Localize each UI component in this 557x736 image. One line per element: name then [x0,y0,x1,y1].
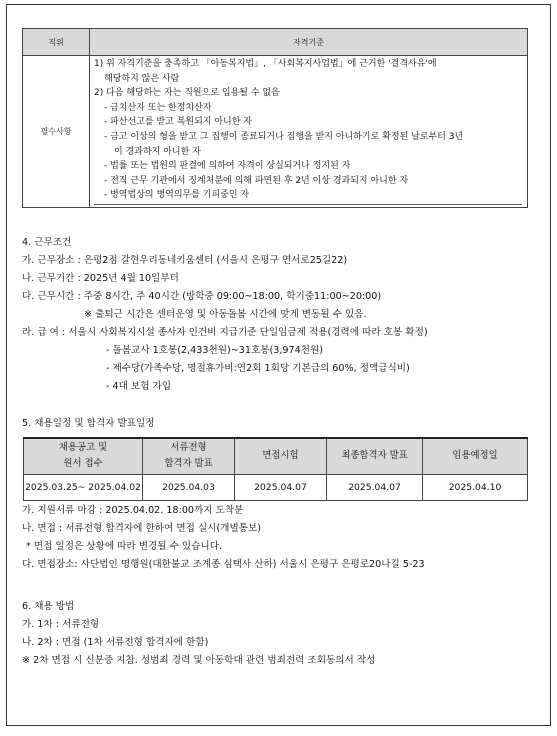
schedule-cell: 2025.04.10 [423,474,528,500]
salary-detail: - 제수당(가족수당, 명절휴가비:연2회 1회당 기본급의 60%, 정액급식비) [106,363,410,374]
schedule-note: * 면접 일정은 상황에 따라 변경될 수 있습니다. [26,541,223,552]
criteria-line: - 금치산자 또는 한정치산자 [104,102,212,113]
criteria-line: 2) 다음 해당하는 자는 직원으로 임용될 수 없음 [94,88,280,99]
section-method [22,598,375,670]
criteria-line: 해당하지 않은 사람 [104,73,180,84]
section-title: 6. 채용 방법 [22,601,75,612]
salary-detail: - 돌봄교사 1호봉(2,433천원)~31호봉(3,974천원) [106,345,324,356]
condition-line: 나. 근무기간 : 2025년 4월 10일부터 [22,273,179,284]
header-position: 직위 [23,29,90,56]
schedule-header: 채용공고 및 원서 접수 [24,438,143,474]
schedule-notes [22,502,425,574]
condition-line: 라. 급 여 : 서울시 사회복지시설 종사자 인건비 지급기준 단일임금제 적용(경력에 따라 호봉 확정) [22,327,428,338]
method-line: 가. 1차 : 서류전형 [22,619,100,630]
schedule-header: 서류전형 합격자 발표 [143,438,235,474]
section-title: 4. 근무조건 [22,237,72,248]
schedule-cell: 2025.04.07 [235,474,327,500]
schedule-header: 임용예정일 [423,438,528,474]
criteria-line: 이 경과하지 아니한 자 [114,146,201,157]
row-label-required: 필수사항 [23,56,90,208]
salary-detail: - 4대 보험 가입 [106,381,172,392]
section-title: 5. 채용일정 및 합격자 발표일정 [22,418,155,429]
criteria-line: 1) 위 자격기준을 충족하고 「아동복지법」, 「사회복지사업법」에 근거한 '결격사유'에 [94,59,437,69]
condition-line: 가. 근무장소 : 은평2점 갈현우리동네키움센터 (서울시 은평구 연서로25길22) [22,255,348,266]
criteria-line: - 금고 이상의 형을 받고 그 집행이 종료되거나 집행을 받지 아니하기로 확정된 날로부터 3년 [104,131,464,142]
schedule-header: 최종합격자 발표 [327,438,423,474]
section-conditions [22,234,428,396]
schedule-header: 면접시험 [235,438,327,474]
schedule-title [22,415,155,433]
schedule-note: 나. 면접 : 서류전형 합격자에 한하여 면접 실시(개별통보) [22,523,262,534]
criteria-line: - 전직 근무 기관에서 징계처분에 의해 파면된 후 2년 이상 경과되지 아니한 자 [104,175,409,186]
schedule-cell: 2025.04.03 [143,474,235,500]
criteria-line: - 파산선고를 받고 복원되지 아니한 자 [104,117,252,128]
method-line: 나. 2차 : 면접 (1차 서류전형 합격자에 한함) [22,637,209,648]
schedule-note: 다. 면접장소: 사단법인 명행원(대한불교 조계종 심택사 산하) 서울시 은평구 은평로20나길 5-23 [22,559,425,570]
schedule-cell: 2025.04.07 [327,474,423,500]
schedule-table [23,437,528,501]
method-line: ※ 2차 면접 시 신분증 지참. 성범죄 경력 및 아동학대 관련 범죄전력 조회동의서 작성 [22,655,376,666]
schedule-cell: 2025.03.25~ 2025.04.02 [24,474,143,500]
schedule-note: 가. 지원서류 마감 : 2025.04.02. 18:00까지 도착분 [22,505,244,516]
condition-line: 다. 근무시간 : 주중 8시간, 주 40시간 (방학중 09:00~18:00, 학기중11:00~20:00) [22,291,382,302]
qualification-table [22,28,528,208]
header-criteria: 자격기준 [90,29,528,56]
criteria-content [90,56,528,208]
criteria-line: - 병역법상의 병역의무를 기피중인 자 [94,188,522,205]
criteria-line: - 법률 또는 법원의 판결에 의하여 자격이 상실되거나 정지된 자 [104,161,351,172]
condition-note: ※ 출퇴근 시간은 센터운영 및 아동돌봄 시간에 맞게 변동될 수 있음. [84,309,367,320]
table-row [24,474,528,500]
